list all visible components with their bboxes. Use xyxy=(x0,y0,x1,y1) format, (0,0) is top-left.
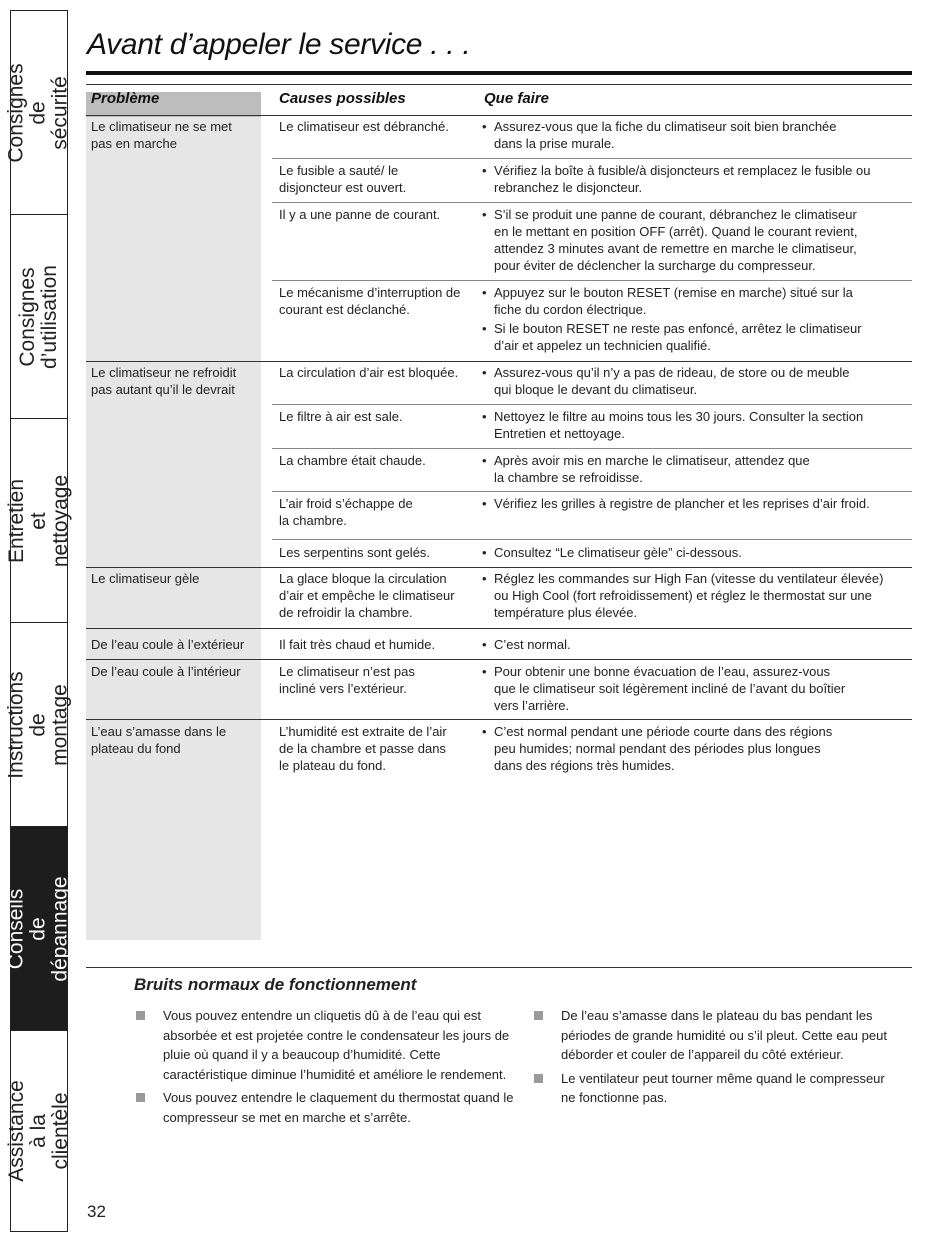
cause-text: La glace bloque la circulation d’air et empêche le climatiseur de refroidir la chambre. xyxy=(279,571,455,620)
tab-consignes-securite[interactable] xyxy=(5,10,73,215)
problem-label: Le climatiseur ne refroidit pas autant qu’il le devrait xyxy=(91,365,237,397)
row-rule xyxy=(272,404,912,405)
todo-cell xyxy=(482,118,857,152)
cause-text: Le climatiseur est débranché. xyxy=(279,119,449,134)
header-rule xyxy=(86,84,912,85)
todo-cell xyxy=(482,663,852,714)
group-rule xyxy=(86,567,912,568)
noise-item xyxy=(134,1088,519,1127)
page-number: 32 xyxy=(87,1202,106,1221)
noises-left-column xyxy=(134,1006,519,1131)
cause-text: Le climatiseur n’est pas incliné vers l’extérieur. xyxy=(279,664,415,696)
todo-item: • Appuyez sur le bouton RESET (remise en marche) situé sur la fiche du cordon électrique. xyxy=(482,284,872,318)
noise-text: Vous pouvez entendre un cliquetis dû à de l’eau qui est absorbée et est projetée contre le condensateur les jours de pluie où quand il y a beaucoup d’humidité. Cette caractéristique diminue l’humidité et améliore le rendement. xyxy=(163,1008,510,1082)
todo-item: • Vérifiez les grilles à registre de plancher et les reprises d’air froid. xyxy=(482,495,882,512)
header-causes: Causes possibles xyxy=(279,90,406,107)
row-rule xyxy=(272,448,912,449)
square-bullet-icon xyxy=(534,1011,543,1020)
cause-text: Le fusible a sauté/ le disjoncteur est ouvert. xyxy=(279,163,407,195)
todo-item: • C’est normal pendant une période courte dans des régions peu humides; normal pendant des périodes plus longues dans des régions très humides. xyxy=(482,723,852,774)
todo-item: • C’est normal. xyxy=(482,636,862,653)
todo-cell xyxy=(482,570,892,621)
group-rule xyxy=(86,659,912,660)
row-rule xyxy=(272,158,912,159)
header-bottom-rule xyxy=(86,115,912,116)
todo-item: • Réglez les commandes sur High Fan (vitesse du ventilateur élevée) ou High Cool (fort refroidissement) et réglez le thermostat sur une température plus élevée. xyxy=(482,570,892,621)
tab-label: Entretien et nettoyage xyxy=(5,474,72,568)
todo-item: • Consultez “Le climatiseur gèle” ci-dessous. xyxy=(482,544,882,561)
group-rule xyxy=(86,719,912,720)
tab-entretien-nettoyage[interactable] xyxy=(5,418,72,623)
row-rule xyxy=(272,491,912,492)
cause-text: La chambre était chaude. xyxy=(279,453,426,468)
square-bullet-icon xyxy=(136,1011,145,1020)
todo-cell xyxy=(482,636,862,653)
tab-conseils-depannage[interactable] xyxy=(5,826,72,1031)
problem-column-background xyxy=(86,92,261,940)
todo-item: • Nettoyez le filtre au moins tous les 30 jours. Consulter la section Entretien et nettoyage. xyxy=(482,408,872,442)
row-rule xyxy=(272,202,912,203)
problem-label: De l’eau coule à l’intérieur xyxy=(91,664,241,679)
group-rule xyxy=(86,361,912,362)
noise-item xyxy=(134,1006,519,1084)
problem-label: L’eau s’amasse dans le plateau du fond xyxy=(91,724,227,756)
todo-item: • Pour obtenir une bonne évacuation de l’eau, assurez-vous que le climatiseur soit légèrement incliné de l’avant du boîtier vers l’arrière. xyxy=(482,663,852,714)
todo-item: • Assurez-vous qu’il n’y a pas de rideau, de store ou de meuble qui bloque le devant du climatiseur. xyxy=(482,364,862,398)
cause-text: La circulation d’air est bloquée. xyxy=(279,365,459,380)
tab-consignes-utilisation[interactable] xyxy=(10,214,68,419)
problem-label: Le climatiseur ne se met pas en marche xyxy=(91,119,232,151)
cause-text: Il fait très chaud et humide. xyxy=(279,637,436,652)
tab-label: Conseils de dépannage xyxy=(5,876,72,982)
cause-text: L’humidité est extraite de l’air de la chambre et passe dans le plateau du fond. xyxy=(279,724,447,773)
todo-item: • Si le bouton RESET ne reste pas enfoncé, arrêtez le climatiseur d’air et appelez un technicien qualifié. xyxy=(482,320,872,354)
header-problem: Problème xyxy=(91,90,160,107)
todo-cell xyxy=(482,284,872,354)
noise-text: Le ventilateur peut tourner même quand le compresseur ne fonctionne pas. xyxy=(561,1070,885,1105)
square-bullet-icon xyxy=(136,1093,145,1102)
todo-item: • Vérifiez la boîte à fusible/à disjoncteurs et remplacez le fusible ou rebranchez le disjoncteur. xyxy=(482,162,877,196)
todo-cell xyxy=(482,206,862,274)
square-bullet-icon xyxy=(534,1074,543,1083)
todo-item: • Assurez-vous que la fiche du climatiseur soit bien branchée dans la prise murale. xyxy=(482,118,857,152)
cause-text: Le filtre à air est sale. xyxy=(279,409,403,424)
problem-label: Le climatiseur gèle xyxy=(91,571,200,586)
noise-text: Vous pouvez entendre le claquement du thermostat quand le compresseur se met en marche et s’arrête. xyxy=(163,1090,514,1125)
noise-text: De l’eau s’amasse dans le plateau du bas pendant les périodes de grande humidité ou s’il pleut. Cette eau peut déborder et couler de l’appareil du côté extérieur. xyxy=(561,1008,887,1062)
todo-cell xyxy=(482,495,882,512)
row-rule xyxy=(272,539,912,540)
todo-cell xyxy=(482,364,862,398)
cause-text: Les serpentins sont gelés. xyxy=(279,545,431,560)
row-rule xyxy=(272,280,912,281)
noise-item xyxy=(532,1069,902,1108)
tab-assistance-clientele[interactable] xyxy=(5,1030,73,1232)
todo-item: • Après avoir mis en marche le climatiseur, attendez que la chambre se refroidisse. xyxy=(482,452,812,486)
tab-label: Instructions de montage xyxy=(5,671,73,779)
header-todo: Que faire xyxy=(484,90,550,107)
tab-label: Consignes d’utilisation xyxy=(16,265,61,369)
noises-right-column xyxy=(532,1006,902,1112)
cause-text: Le mécanisme d’interruption de courant est déclanché. xyxy=(279,285,461,317)
problem-label: De l’eau coule à l’extérieur xyxy=(91,637,245,652)
tab-label: Consignes de sécurité xyxy=(5,63,73,163)
group-rule xyxy=(86,628,912,629)
noises-title: Bruits normaux de fonctionnement xyxy=(134,975,417,994)
todo-item: • S’il se produit une panne de courant, débranchez le climatiseur en le mettant en position OFF (arrêt). Quand le courant revient, attendez 3 minutes avant de remettre en marche le climatiseur, pour éviter de déclencher la surcharge du compresseur. xyxy=(482,206,862,274)
todo-cell xyxy=(482,452,812,486)
todo-cell xyxy=(482,544,882,561)
page-title: Avant d’appeler le service . . . xyxy=(87,28,471,61)
section-rule xyxy=(86,967,912,968)
section-sidebar xyxy=(5,10,73,1232)
tab-instructions-montage[interactable] xyxy=(5,622,73,827)
cause-text: L’air froid s’échappe de la chambre. xyxy=(279,496,413,528)
todo-cell xyxy=(482,408,872,442)
cause-text: Il y a une panne de courant. xyxy=(279,207,441,222)
todo-cell xyxy=(482,723,852,774)
tab-label: Assistance à la clientèle xyxy=(5,1080,73,1182)
noise-item xyxy=(532,1006,902,1065)
title-rule xyxy=(86,71,912,75)
todo-cell xyxy=(482,162,877,196)
